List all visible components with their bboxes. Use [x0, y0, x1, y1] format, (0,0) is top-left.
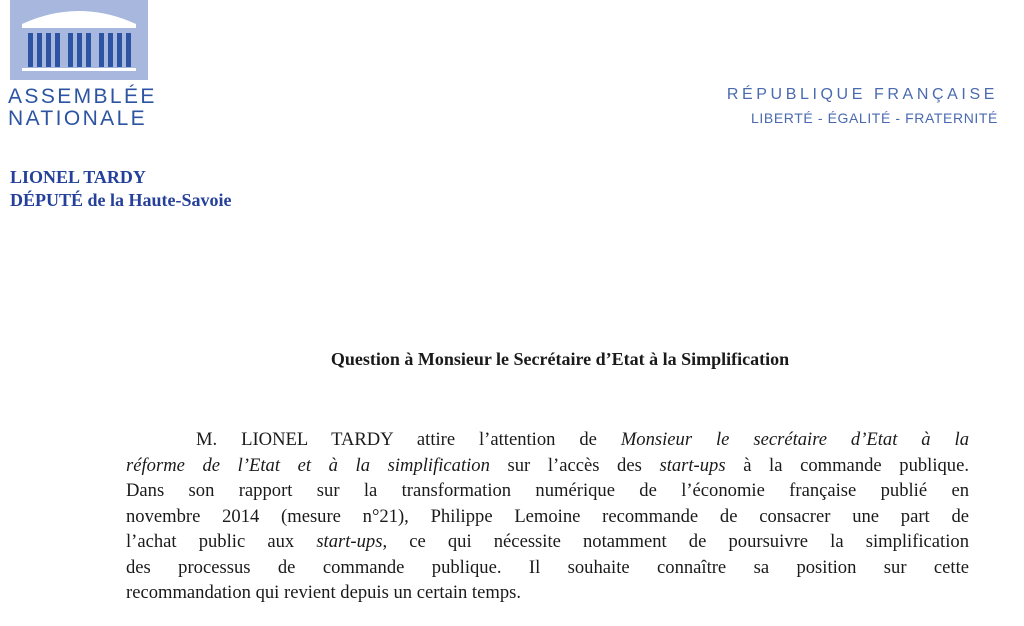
republic-title: RÉPUBLIQUE FRANÇAISE: [726, 86, 998, 103]
logo-line-nationale: NATIONALE: [8, 107, 148, 130]
body-text-segment: l’achat public aux: [126, 531, 317, 552]
hemicycle-columns-icon: [10, 0, 148, 80]
body-text-segment: , ce qui nécessite notamment de poursuivre la simplification: [382, 531, 969, 552]
body-line-4: novembre 2014 (mesure n°21), Philippe Lemoine recommande de consacrer une part de: [126, 505, 969, 527]
body-italic-segment: start-ups: [316, 531, 383, 552]
body-italic-segment: start-ups: [659, 454, 726, 476]
deputy-name: LIONEL TARDY: [10, 167, 146, 187]
body-line-3: Dans son rapport sur la transformation numérique de l’économie française publié en: [126, 480, 969, 501]
body-italic-segment: réforme de l’Etat et à la simplification: [126, 454, 490, 476]
question-body: [126, 427, 969, 606]
body-text-segment: M. LIONEL TARDY attire l’attention de: [196, 429, 621, 450]
republique-francaise-header: [727, 86, 998, 126]
question-title: Question à Monsieur le Secrétaire d’Etat à la Simplification: [330, 349, 790, 369]
body-line-2: [126, 453, 969, 479]
body-line-5: [126, 529, 969, 555]
logo-line-assemblee: ASSEMBLÉE: [8, 85, 157, 108]
assemblee-nationale-logo: [8, 0, 157, 130]
deputy-block: [10, 166, 232, 212]
body-line-6: des processus de commande publique. Il souhaite connaître sa position sur cette: [126, 556, 969, 578]
deputy-title: DÉPUTÉ de la Haute-Savoie: [10, 190, 232, 210]
body-line-1: [126, 427, 969, 453]
body-text-segment: à la commande publique.: [725, 454, 969, 476]
republic-motto: LIBERTÉ - ÉGALITÉ - FRATERNITÉ: [751, 110, 998, 126]
body-line-7: recommandation qui revient depuis un certain temps.: [126, 582, 521, 603]
body-text-segment: sur l’accès des: [489, 454, 660, 476]
body-italic-segment: Monsieur le secrétaire d’Etat à la: [620, 429, 969, 450]
